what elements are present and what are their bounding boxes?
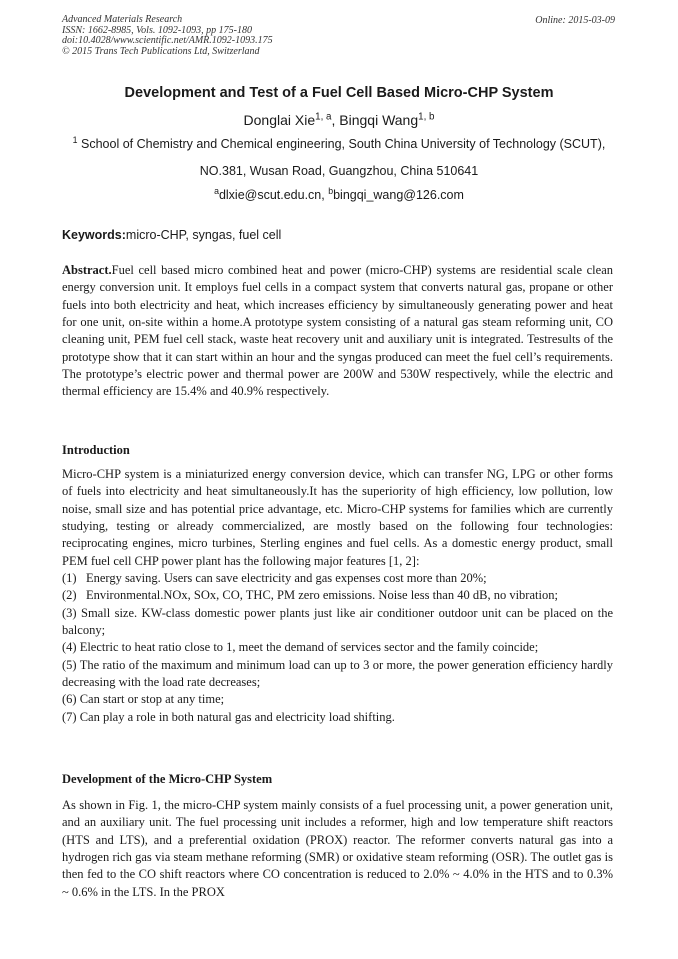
keywords: [62, 228, 281, 242]
author-separator: ,: [331, 112, 340, 128]
feature-item-2: (2) Environmental.NOx, SOx, CO, THC, PM zero emissions. Noise less than 40 dB, no vibration;: [62, 588, 558, 603]
author-2-superscript: 1, b: [418, 111, 435, 123]
author-1-superscript: 1, a: [315, 111, 332, 123]
journal-header: [62, 15, 462, 57]
introduction-paragraph: Micro-CHP system is a miniaturized energy conversion device, which can transfer NG, LPG or other forms of fuels into electricity and heat simultaneously.It has the superiority of high efficiency, low pollution, low noise, small size and has potential price advantage, etc. Micro-CHP systems for families which are currently studying, testing or already commercialized, are mostly based on the following four technologies: reciprocating engines, micro turbines, Sterling engines and fuel cells. As a domestic energy product, small PEM fuel cell CHP power plant has the following major features [1, 2]:: [62, 467, 613, 568]
doi-line: doi:10.4028/www.scientific.net/AMR.1092-1093.175: [62, 35, 273, 47]
development-paragraph: As shown in Fig. 1, the micro-CHP system mainly consists of a fuel processing unit, a power generation unit, and an auxiliary unit. The fuel processing unit includes a reformer, high and low temperature shift reactors (HTS and LTS), and a preferential oxidation (PROX) reactor. The reformer converts natural gas into a hydrogen rich gas via steam methane reforming (SMR) or oxidative steam reforming (OSR). The outlet gas is then fed to the CO shift reactors where CO concentration is reduced to 2.0% ~ 4.0% in the HTS and to 0.3% ~ 0.6% in the LTS. In the PROX: [62, 798, 613, 899]
affiliation-superscript: 1: [72, 135, 78, 146]
development-section: [62, 797, 613, 901]
keywords-label: Keywords:: [62, 228, 126, 242]
affiliation-line-2: NO.381, Wusan Road, Guangzhou, China 510641: [199, 164, 479, 178]
keywords-text: micro-CHP, syngas, fuel cell: [125, 228, 282, 242]
author-1-name: Donglai Xie: [243, 112, 316, 128]
affiliation-text-1: School of Chemistry and Chemical engineering, South China University of Technology (SCUT),: [77, 137, 606, 151]
introduction-section: [62, 466, 613, 726]
development-heading: Development of the Micro-CHP System: [62, 772, 273, 786]
online-date: Online: 2015-03-09: [535, 15, 615, 26]
feature-item-1: (1) Energy saving. Users can save electricity and gas expenses cost more than 20%;: [62, 571, 487, 586]
feature-item-5: (5) The ratio of the maximum and minimum load can up to 3 or more, the power generation efficiency hardly decreasing with the load rate decreases;: [62, 657, 613, 690]
feature-item-7: (7) Can play a role in both natural gas and electricity load shifting.: [62, 709, 395, 724]
email-a: dlxie@scut.edu.cn,: [218, 188, 329, 202]
email-line: [0, 188, 678, 202]
journal-name: Advanced Materials Research: [62, 14, 183, 25]
email-b: bingqi_wang@126.com: [333, 188, 464, 202]
abstract-text: Fuel cell based micro combined heat and power (micro-CHP) systems are residential scale clean energy conversion unit. It employs fuel cells in a compact system that converts natural gas, propane or other fuels into both electricity and heat, which increases efficiency by simultaneously generating power and heat for one unit, on-site within a home.A prototype system consisting of a natural gas steam reforming unit, CO cleaning unit, PEM fuel cell stack, waste heat recovery unit and auxiliary unit is integrated. Testresults of the prototype show that it can start within an hour and the syngas produced can meet the fuel cell’s requirements. The prototype’s electric power and thermal power are 200W and 530W respectively, while the electric and thermal efficiency are 15.4% and 40.9% respectively.: [62, 263, 613, 399]
issn-line: ISSN: 1662-8985, Vols. 1092-1093, pp 175-180: [62, 24, 252, 36]
affiliation-line-1: [0, 137, 678, 151]
introduction-heading: Introduction: [62, 443, 130, 457]
feature-item-3: (3) Small size. KW-class domestic power plants just like air conditioner outdoor unit can be placed on the balcony;: [62, 605, 613, 638]
abstract: [62, 262, 613, 401]
feature-item-6: (6) Can start or stop at any time;: [62, 692, 225, 707]
email-b-superscript: b: [328, 186, 334, 197]
copyright-line: © 2015 Trans Tech Publications Ltd, Switzerland: [62, 45, 260, 57]
author-line: [0, 112, 678, 128]
abstract-label: Abstract.: [62, 263, 112, 277]
feature-item-4: (4) Electric to heat ratio close to 1, meet the demand of services sector and the family coincide;: [62, 640, 539, 655]
paper-title: Development and Test of a Fuel Cell Based Micro-CHP System: [124, 85, 554, 101]
author-2-name: Bingqi Wang: [339, 112, 419, 128]
email-a-superscript: a: [214, 186, 219, 197]
